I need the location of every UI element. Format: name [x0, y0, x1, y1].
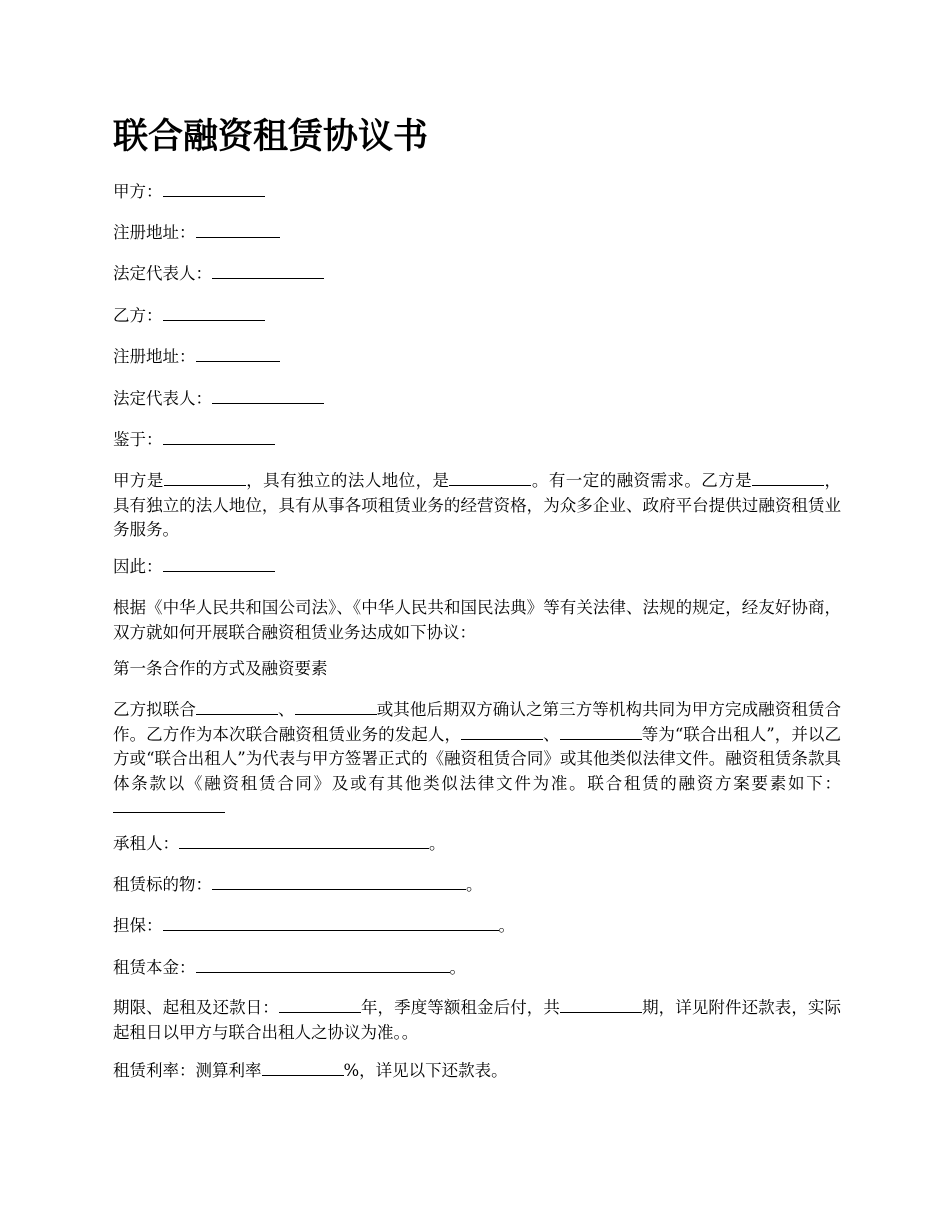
recital-paragraph — [113, 469, 841, 543]
guarantee-label: 担保： — [113, 916, 163, 935]
party-b-line — [113, 304, 841, 329]
recital-blank-3a — [752, 484, 788, 486]
recital-text-1: 甲方是 — [113, 471, 164, 490]
party-b-address-line — [113, 345, 841, 370]
recital-text-2: ，具有独立的法人地位，是 — [245, 471, 450, 490]
article-1-paragraph — [113, 698, 841, 821]
recital-text-3: 。有一定的融资需求。乙方是 — [531, 471, 753, 490]
guarantee-blank — [163, 929, 499, 931]
term-periods-blank — [560, 1011, 642, 1013]
lessee-label: 承租人： — [113, 834, 179, 853]
legal-basis-paragraph: 根据《中华人民共和国公司法》、《中华人民共和国民法典》等有关法律、法规的规定，经友好协商，双方就如何开展联合融资租赁业务达成如下协议： — [113, 598, 841, 642]
term-text-3: 期，详见附件还款表，实际起租日以甲方与联合出租人之协议为准。。 — [113, 998, 842, 1042]
party-b-legal-rep-label: 法定代表人： — [113, 389, 212, 408]
recital-blank-1 — [164, 484, 246, 486]
article-1-text-3: 或其他后期双方确认之第三方等机构共同为甲方完成融资租赁合作。乙方作为本次联合融资租赁业务的发起人， — [113, 700, 842, 744]
party-a-legal-rep-blank — [212, 277, 324, 279]
whereas-line — [113, 428, 841, 453]
whereas-blank — [163, 443, 275, 445]
principal-label: 租赁本金： — [113, 958, 196, 977]
party-a-address-blank — [196, 236, 280, 238]
article-1-text-4: 、 — [543, 724, 560, 744]
recital-blank-2 — [449, 484, 531, 486]
party-b-address-label: 注册地址： — [113, 347, 196, 366]
whereas-label: 鉴于： — [113, 430, 163, 449]
therefore-label: 因此： — [113, 557, 163, 576]
rate-text-2: %，详见以下还款表。 — [343, 1061, 508, 1080]
party-b-legal-rep-line — [113, 387, 841, 412]
recital-text-4: ，具有独立的法人地位，具有从事各项租赁业务的经营资格，为众多企业、政府平台提供过融资租赁业务服务。 — [113, 471, 842, 539]
rate-blank — [262, 1074, 344, 1076]
party-b-blank — [163, 319, 265, 321]
article-1-blank-1 — [196, 713, 278, 715]
article-1-text-1: 乙方拟联合 — [113, 700, 196, 719]
lessee-blank — [179, 847, 429, 849]
lease-object-line — [113, 873, 841, 898]
principal-period: 。 — [449, 958, 466, 977]
term-text-2: 年，季度等额租金后付，共 — [360, 998, 560, 1017]
party-a-line — [113, 180, 841, 205]
lessee-period: 。 — [429, 834, 446, 853]
article-1-blank-4 — [560, 738, 642, 740]
recital-blank-3b — [788, 484, 824, 486]
article-1-text-2: 、 — [277, 700, 295, 719]
lease-object-label: 租赁标的物： — [113, 875, 212, 894]
party-a-legal-rep-label: 法定代表人： — [113, 264, 212, 283]
rate-text-1: 租赁利率：测算利率 — [113, 1061, 262, 1080]
therefore-blank — [163, 570, 275, 572]
party-b-address-blank — [196, 360, 280, 362]
article-1-text-5: 等为“联合出租人”，并以乙方或“联合出租人”为代表与甲方签署正式的《融资租赁合同》或其他类似法律文件。融资租赁条款具体条款以《融资租赁合同》及或有其他类似法律文件为准。联合租赁的融资方案要素如下： — [113, 724, 842, 793]
article-1-heading: 第一条合作的方式及融资要素 — [113, 659, 328, 678]
lessee-line — [113, 832, 841, 857]
lease-object-period: 。 — [466, 875, 483, 894]
rate-line — [113, 1059, 841, 1084]
lease-object-blank — [212, 888, 466, 890]
party-a-legal-rep-line — [113, 262, 841, 287]
article-1-blank-3 — [461, 738, 543, 740]
therefore-line — [113, 555, 841, 580]
party-a-address-line — [113, 221, 841, 246]
principal-blank — [196, 971, 450, 973]
guarantee-line — [113, 914, 841, 939]
term-paragraph — [113, 996, 841, 1045]
article-1-blank-2 — [295, 713, 377, 715]
term-text-1: 期限、起租及还款日： — [113, 998, 279, 1017]
party-a-label: 甲方： — [113, 182, 163, 201]
party-a-blank — [163, 195, 265, 197]
guarantee-period: 。 — [498, 916, 515, 935]
party-a-address-label: 注册地址： — [113, 223, 196, 242]
party-b-legal-rep-blank — [212, 402, 324, 404]
article-1-blank-5 — [113, 811, 225, 813]
principal-line — [113, 956, 841, 981]
party-b-label: 乙方： — [113, 306, 163, 325]
document-title: 联合融资租赁协议书 — [113, 116, 429, 157]
term-years-blank — [279, 1011, 361, 1013]
